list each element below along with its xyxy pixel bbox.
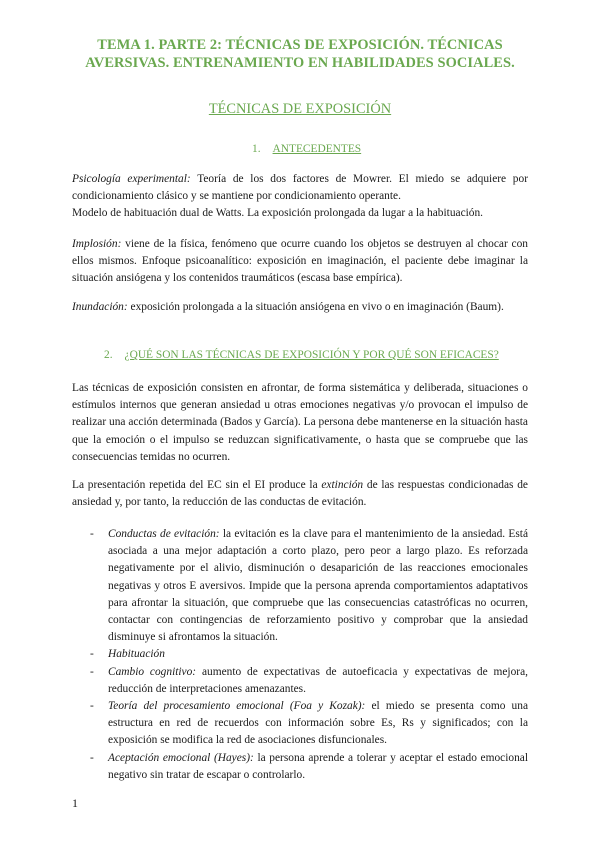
section-2-heading	[104, 348, 499, 362]
section-1-number: 1.	[252, 143, 261, 155]
text-implosion: viene de la física, fenómeno que ocurre cuando los objetos se destruyen al chocar con ellos mismos. Enfoque psicoanalítico: exposición en imaginación, el paciente debe imaginar la situación ansiógena y los contenidos traumáticos (escasa base empírica).	[72, 238, 528, 285]
section-1-heading	[252, 142, 361, 156]
text-modelo-habituacion: Modelo de habituación dual de Watts. La exposición prolongada da lugar a la habituación.	[72, 207, 484, 220]
list-item-text: la evitación es la clave para el mantenimiento de la ansiedad. Está asociada a una mejor adaptación a corto plazo, pero peor a largo plazo. Es reforzada negativamente por el alivio, disminución o desaparición de las reacciones emocionales negativas y otros E aversivos. Impide que la persona aprenda comportamientos adaptativos para afrontar la situación, que compruebe que las consecuencias catastróficas no ocurren, contactar con contingencias de reforzamiento positivo y comprobar que la ansiedad disminuye si afrontamos la situación.	[108, 528, 528, 644]
list-dash: -	[90, 665, 94, 678]
paragraph-extincion	[72, 477, 528, 511]
section-1-title: ANTECEDENTES	[272, 143, 362, 155]
list-item	[90, 664, 528, 698]
page-number: 1	[72, 796, 78, 810]
list-dash: -	[90, 700, 94, 713]
list-dash: -	[90, 751, 94, 764]
list-item	[90, 526, 528, 646]
list-item	[90, 750, 528, 784]
text-extincion-em: extinción	[321, 479, 364, 491]
label-psicologia-experimental: Psicología experimental:	[72, 173, 191, 185]
list-item-label: Habituación	[108, 648, 165, 661]
section-2-title: ¿QUÉ SON LAS TÉCNICAS DE EXPOSICIÓN Y POR QUÉ SON EFICACES?	[124, 349, 499, 361]
list-item-text: la persona aprende a tolerar y aceptar el estado emocional negativo sin tratar de escapar o controlarlo.	[108, 751, 528, 781]
text-definicion: Las técnicas de exposición consisten en afrontar, de forma sistemática y deliberada, situaciones o estímulos internos que generan ansiedad u otras emociones negativas y/o provocan el impulso de realizar una acción determinada (Bados y García). La persona debe mantenerse en la situación hasta que la emoción o el impulso se reduzcan significativamente, o hasta que se compruebe que las consecuencias temidas no ocurren.	[72, 382, 528, 463]
list-item-label: Teoría del procesamiento emocional (Foa y Kozak):	[108, 700, 366, 713]
text-inundacion: exposición prolongada a la situación ansiógena en vivo o en imaginación (Baum).	[127, 301, 504, 313]
paragraph-inundacion	[72, 299, 528, 316]
list-item	[90, 698, 528, 750]
label-implosion: Implosión:	[72, 238, 122, 250]
list-item	[90, 646, 528, 663]
document-subtitle: TÉCNICAS DE EXPOSICIÓN	[208, 101, 392, 117]
list-item-label: Cambio cognitivo:	[108, 665, 197, 678]
list-dash: -	[90, 648, 94, 661]
list-item-text: el miedo se presenta como una estructura en red de recuerdos con información sobre Es, Rs y significados; con la exposición se modifica la red de asociaciones disfuncionales.	[108, 700, 528, 747]
text-extincion-before: La presentación repetida del EC sin el EI produce la	[72, 479, 322, 491]
list-dash: -	[90, 528, 94, 540]
list-item-label: Aceptación emocional (Hayes):	[108, 751, 254, 764]
text-extincion-after: de las respuestas condicionadas de ansiedad y, por tanto, la reducción de las conductas de evitación.	[72, 479, 528, 509]
paragraph-implosion	[72, 236, 528, 288]
document-title: TEMA 1. PARTE 2: TÉCNICAS DE EXPOSICIÓN. TÉCNICAS AVERSIVAS. ENTRENAMIENTO EN HABILIDADES SOCIALES.	[85, 37, 515, 72]
paragraph-psicologia-experimental	[72, 171, 528, 223]
label-inundacion: Inundación:	[72, 301, 128, 313]
list-item-text: aumento de expectativas de autoeficacia y expectativas de mejora, reducción de interpretaciones amenazantes.	[108, 665, 528, 695]
list-item-label: Conductas de evitación:	[108, 528, 220, 540]
paragraph-definicion	[72, 380, 528, 466]
section-2-number: 2.	[104, 349, 113, 361]
mechanisms-list	[90, 526, 528, 784]
text-psicologia-experimental: Teoría de los dos factores de Mowrer. El miedo se adquiere por condicionamiento clásico y se mantiene por condicionamiento operante.	[72, 173, 528, 203]
